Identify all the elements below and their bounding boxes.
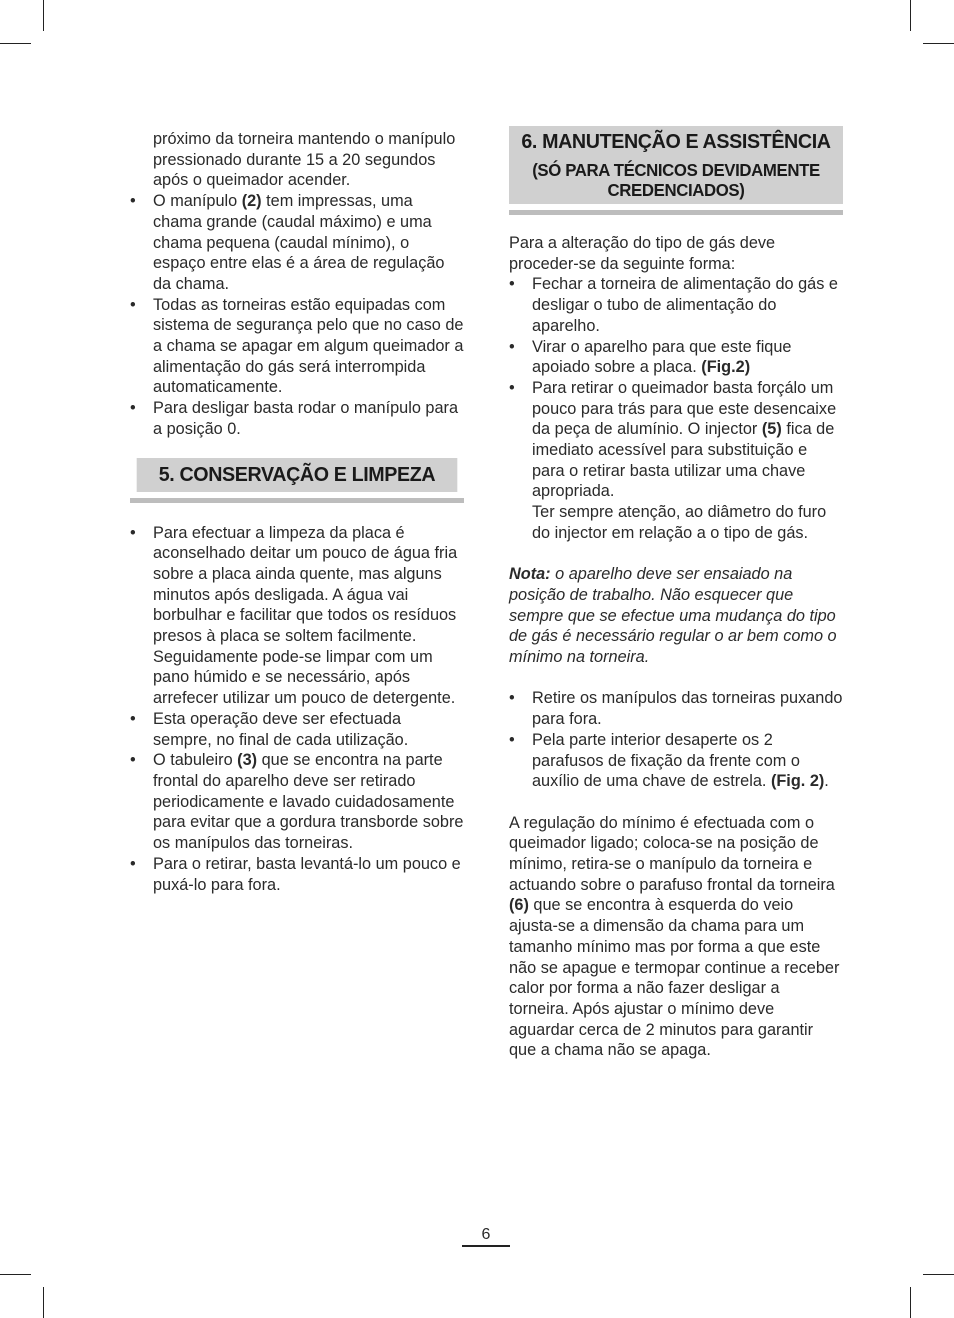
list-item: • Esta operação deve ser efectuada sempre, no final de cada utilização. bbox=[130, 709, 464, 750]
section-6-intro: Para a alteração do tipo de gás deve proceder-se da seguinte forma: bbox=[509, 234, 776, 273]
section-6-heading bbox=[509, 126, 843, 204]
list-item: • Retire os manípulos das torneiras puxando para fora. bbox=[509, 688, 843, 729]
minimum-regulation-paragraph: A regulação do mínimo é efectuada com o queimador ligado; coloca-se na posição de mínimo, retira-se o manípulo da torneira e actuando sobre o parafuso frontal da torneira (6) que se encontra à esquerda do veio ajusta-se a dimensão da chama para um tamanho mínimo mas por forma a que este não se apague e termopar continue a receber calor por forma a não fazer desligar a torneira. Após ajustar o mínimo deve aguardar cerca de 2 minutos para garantir que a chama não se apaga. bbox=[509, 813, 840, 1060]
list-item: • Pela parte interior desaperte os 2 parafusos de fixação da frente com o auxílio de uma chave de estrela. (Fig. 2). bbox=[509, 730, 843, 792]
section-6-subtitle: (SÓ PARA TÉCNICOS DEVIDAMENTE CREDENCIADOS) bbox=[532, 160, 820, 200]
list-item: • Para retirar o queimador basta forçálo um pouco para trás para que este desencaixe da peça de alumínio. O injector (5) fica de imediato acessível para substituição e para o retirar basta utilizar uma chave apropriada. bbox=[509, 378, 843, 502]
crop-mark-bl-h bbox=[0, 1274, 31, 1275]
crop-mark-br-v bbox=[910, 1287, 911, 1318]
page-number: 6 bbox=[462, 1226, 510, 1247]
knob-removal-bullet-list bbox=[509, 688, 843, 792]
list-item: • O tabuleiro (3) que se encontra na parte frontal do aparelho deve ser retirado periodicamente e lavado cuidadosamente para evitar que a gordura transborde sobre os manípulos das torneiras. bbox=[130, 750, 464, 854]
list-item: • Todas as torneiras estão equipadas com sistema de segurança pelo que no caso de a chama se apagar em algum queimador a alimentação do gás será interrompida automaticamente. bbox=[130, 295, 464, 399]
list-item: • Para efectuar a limpeza da placa é aconselhado deitar um pouco de água fria sobre a placa ainda quente, mas alguns minutos após desligada. A água vai borbulhar e facilitar que todos os resíduos presos à placa se soltem facilmente. Seguidamente pode-se limpar com um pano húmido e se necessário, após arrefecer utilizar um pouco de detergente. bbox=[130, 523, 464, 709]
crop-mark-tl-v bbox=[43, 0, 44, 31]
note-label: Nota: bbox=[509, 565, 551, 584]
section-5-heading: 5. CONSERVAÇÃO E LIMPEZA bbox=[137, 458, 458, 492]
crop-mark-tl-h bbox=[0, 43, 31, 44]
section-5-bullet-list bbox=[130, 523, 464, 896]
top-bullet-list bbox=[130, 191, 464, 439]
list-item: • Virar o aparelho para que este fique apoiado sobre a placa. (Fig.2) bbox=[509, 337, 843, 378]
intro-continuation: próximo da torneira mantendo o manípulo pressionado durante 15 a 20 segundos após o queimador acender. bbox=[153, 130, 456, 190]
crop-mark-br-h bbox=[923, 1274, 954, 1275]
list-item: • O manípulo (2) tem impressas, uma chama grande (caudal máximo) e uma chama pequena (caudal mínimo), o espaço entre elas é a área de regulação da chama. bbox=[130, 191, 464, 295]
crop-mark-bl-v bbox=[43, 1287, 44, 1318]
crop-mark-tr-v bbox=[910, 0, 911, 31]
note-paragraph: Nota: o aparelho deve ser ensaiado na posição de trabalho. Não esquecer que sempre que se efectue uma mudança do tipo de gás é necessário regular o ar bem como o mínimo na torneira. bbox=[509, 565, 837, 667]
right-column bbox=[509, 126, 843, 1061]
section-6-title: 6. MANUTENÇÃO E ASSISTÊNCIA bbox=[521, 130, 831, 153]
injector-note: Ter sempre atenção, ao diâmetro do furo do injector em relação a o tipo de gás. bbox=[532, 503, 827, 542]
crop-mark-tr-h bbox=[923, 43, 954, 44]
gas-change-bullet-list bbox=[509, 274, 843, 502]
list-item: • Fechar a torneira de alimentação do gás e desligar o tubo de alimentação do aparelho. bbox=[509, 274, 843, 336]
list-item: • Para desligar basta rodar o manípulo para a posição 0. bbox=[130, 398, 464, 439]
left-column bbox=[130, 129, 464, 895]
list-item: • Para o retirar, basta levantá-lo um pouco e puxá-lo para fora. bbox=[130, 854, 464, 895]
